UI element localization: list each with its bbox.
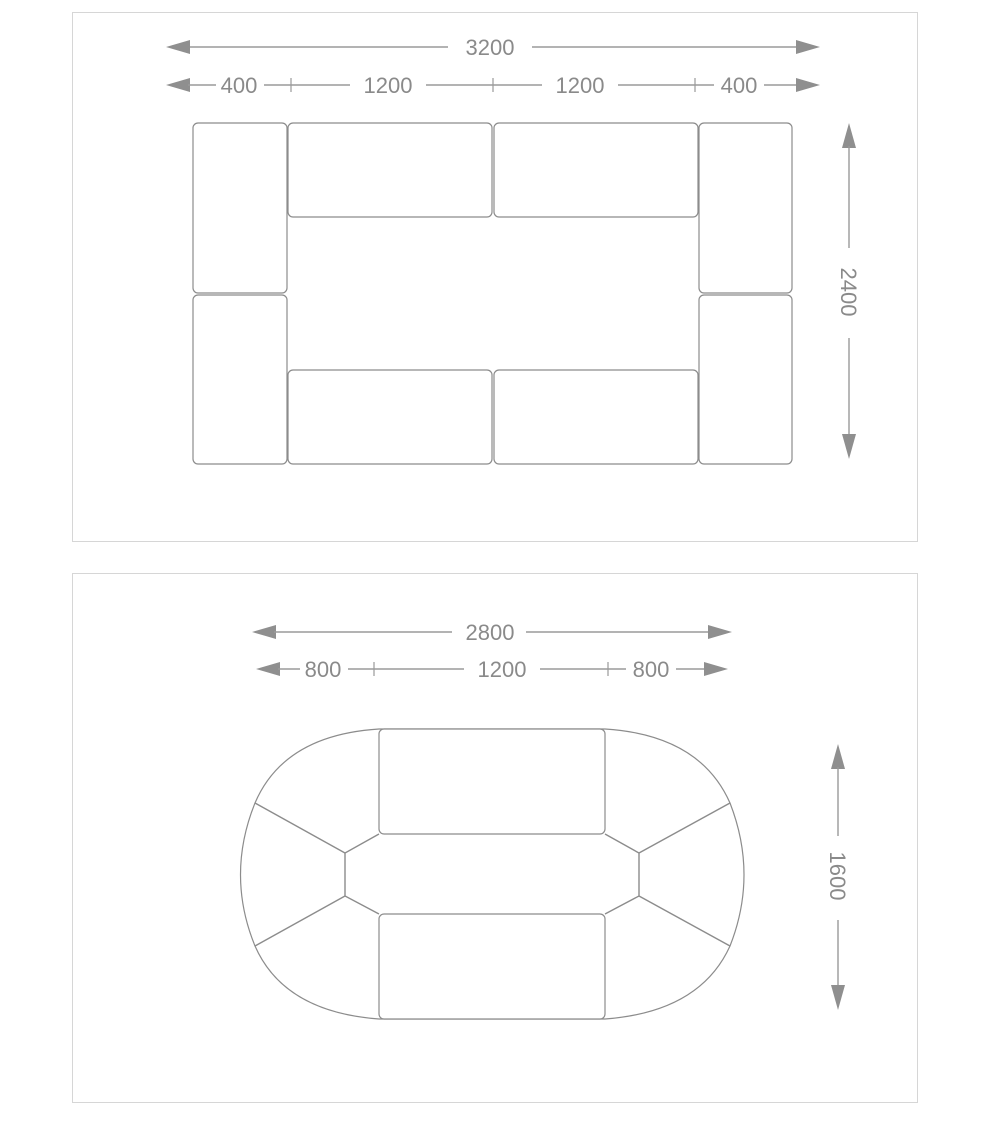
- rect-segment-4-label: 400: [720, 73, 758, 98]
- rect-height-label: 2400: [836, 267, 861, 317]
- oval-module-top-center: [379, 729, 605, 834]
- rect-module-bottom-right: [494, 370, 698, 464]
- arrow-left-icon: [166, 40, 190, 54]
- arrow-up-icon: [842, 123, 856, 148]
- oval-height-label: 1600: [825, 851, 850, 901]
- oval-segment-dimension: [256, 657, 728, 682]
- oval-module-bottom-center: [379, 914, 605, 1019]
- arrow-left-icon: [166, 78, 190, 92]
- arrow-left-icon: [256, 662, 280, 676]
- arrow-up-icon: [831, 744, 845, 769]
- rect-segment-1-label: 400: [220, 73, 258, 98]
- arrow-right-icon: [708, 625, 732, 639]
- rect-total-width-dimension: [166, 35, 820, 60]
- oval-sofa-arrangement: [241, 729, 745, 1019]
- arrow-right-icon: [796, 78, 820, 92]
- rect-segment-2-label: 1200: [363, 73, 413, 98]
- oval-segment-1-label: 800: [304, 657, 342, 682]
- oval-total-width-dimension: [252, 620, 732, 645]
- oval-total-width-label: 2800: [465, 620, 515, 645]
- arrow-right-icon: [704, 662, 728, 676]
- rect-module-top-right: [494, 123, 698, 217]
- rect-module-top-left: [288, 123, 492, 217]
- rect-segment-3-label: 1200: [555, 73, 605, 98]
- rect-module-left-lower: [193, 295, 287, 464]
- rect-module-right-upper: [699, 123, 792, 293]
- rect-total-width-label: 3200: [465, 35, 515, 60]
- arrow-left-icon: [252, 625, 276, 639]
- oval-segment-2-label: 1200: [477, 657, 527, 682]
- rect-height-dimension: [836, 123, 861, 459]
- oval-height-dimension: [825, 744, 850, 1010]
- arrow-right-icon: [796, 40, 820, 54]
- rect-module-left-upper: [193, 123, 287, 293]
- arrow-down-icon: [842, 434, 856, 459]
- arrow-down-icon: [831, 985, 845, 1010]
- rect-segment-dimension: [166, 73, 820, 98]
- oval-segment-3-label: 800: [632, 657, 670, 682]
- rect-module-bottom-left: [288, 370, 492, 464]
- rect-module-right-lower: [699, 295, 792, 464]
- rect-sofa-arrangement: [193, 123, 792, 464]
